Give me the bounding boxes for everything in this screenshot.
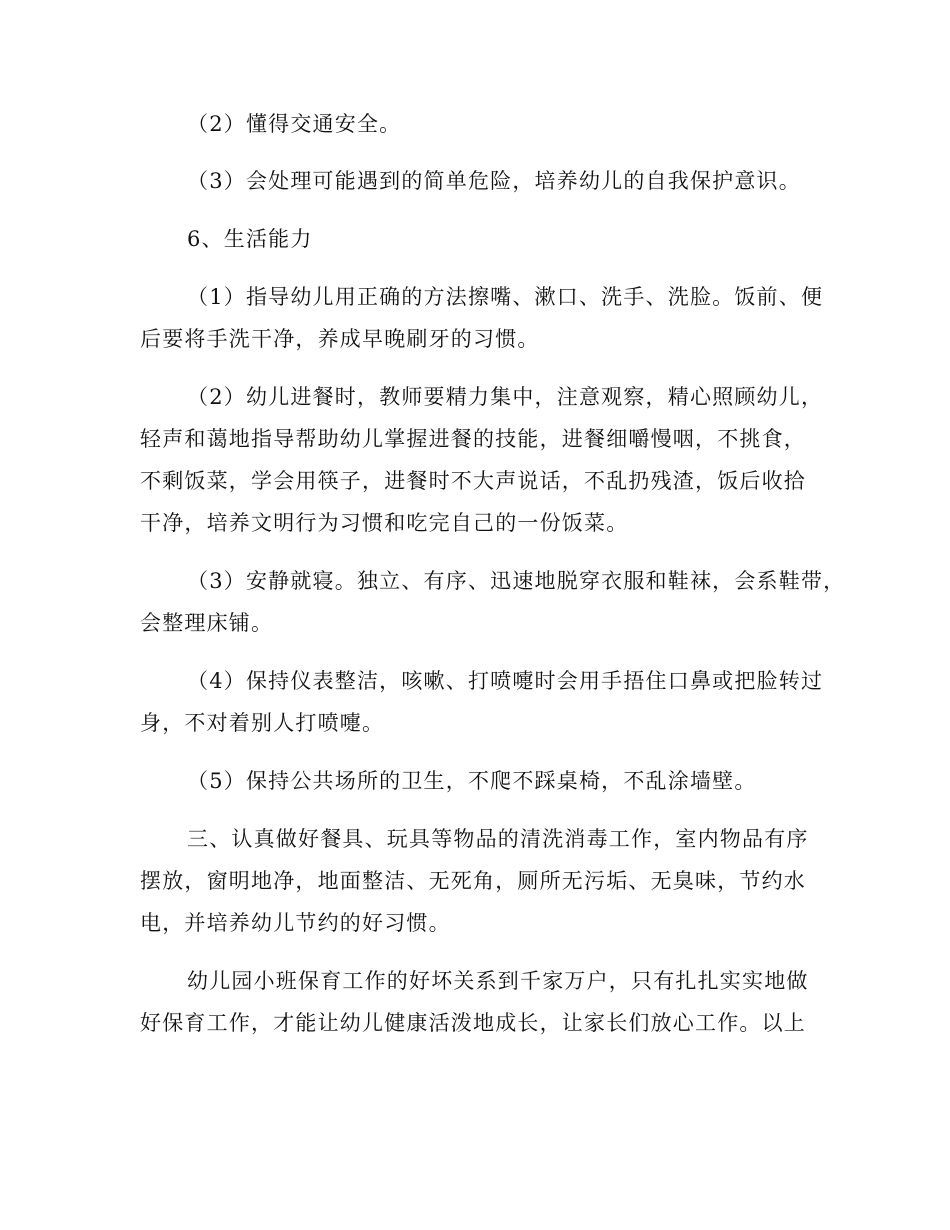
text-line: 会整理床铺。: [140, 611, 274, 635]
text-line: （4）保持仪表整洁，咳嗽、打喷嚏时会用手捂住口鼻或把脸转过: [187, 669, 824, 693]
text-line: 不剩饭菜，学会用筷子，进餐时不大声说话，不乱扔残渣，饭后收拾: [140, 469, 806, 493]
text-line: 幼儿园小班保育工作的好坏关系到千家万户，只有扎扎实实地做: [187, 969, 809, 993]
text-line: 干净，培养文明行为习惯和吃完自己的一份饭菜。: [140, 511, 629, 535]
text-line: （1）指导幼儿用正确的方法擦嘴、漱口、洗手、洗脸。饭前、便: [187, 285, 824, 309]
text-line: 三、认真做好餐具、玩具等物品的清洗消毒工作，室内物品有序: [187, 827, 809, 851]
text-line: 摆放，窗明地净，地面整洁、无死角，厕所无污垢、无臭味，节约水: [140, 869, 806, 893]
text-line: （2）懂得交通安全。: [187, 112, 402, 136]
section-heading: 6、生活能力: [187, 227, 313, 251]
text-line: 电，并培养幼儿节约的好习惯。: [140, 911, 451, 935]
text-line: 后要将手洗干净，养成早晚刷牙的习惯。: [140, 327, 540, 351]
text-line: （3）会处理可能遇到的简单危险，培养幼儿的自我保护意识。: [187, 169, 801, 193]
text-line: （2）幼儿进餐时，教师要精力集中，注意观察，精心照顾幼儿，: [187, 385, 824, 409]
text-line: 轻声和蔼地指导帮助幼儿掌握进餐的技能，进餐细嚼慢咽，不挑食，: [140, 427, 806, 451]
text-line: 好保育工作，才能让幼儿健康活泼地成长，让家长们放心工作。以上: [140, 1011, 806, 1035]
text-line: （5）保持公共场所的卫生，不爬不踩桌椅，不乱涂墙壁。: [187, 769, 757, 793]
text-line: （3）安静就寝。独立、有序、迅速地脱穿衣服和鞋袜，会系鞋带，: [187, 569, 846, 593]
text-line: 身，不对着别人打喷嚏。: [140, 711, 385, 735]
